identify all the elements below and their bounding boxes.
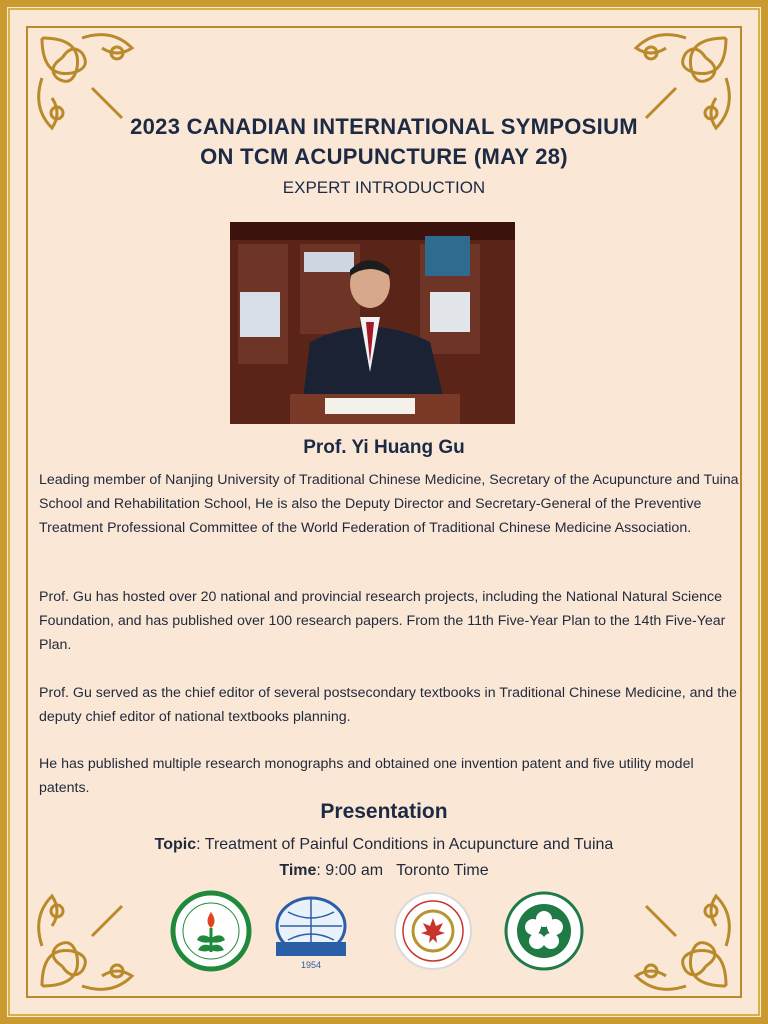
event-title-line2: ON TCM ACUPUNCTURE (MAY 28) [200,144,568,169]
speaker-name: Prof. Yi Huang Gu [303,437,465,458]
topic-label: Topic [154,836,197,853]
speaker-photo [230,222,515,424]
organization-logo-4 [503,890,585,972]
section-subtitle: EXPERT INTRODUCTION [282,178,486,197]
topic-value: : Treatment of Painful Conditions in Acupuncture and Tuina [196,836,614,853]
organization-logo-3 [392,890,474,972]
organization-logo-1 [170,890,252,972]
event-title-line1: 2023 CANADIAN INTERNATIONAL SYMPOSIUM [130,114,638,139]
presentation-heading: Presentation [320,800,448,823]
time-value: : 9:00 am Toronto Time [316,862,489,879]
presentation-topic [0,836,768,854]
time-label: Time [279,862,317,879]
logo-year: 1954 [300,960,322,970]
ornament-bottom-right-icon [606,866,746,1006]
bio-paragraph-3: Prof. Gu served as the chief editor of several postsecondary textbooks in Traditional Chinese Medicine, and the deputy chief editor of national textbooks planning. [39,685,737,725]
ornament-bottom-left-icon [22,866,162,1006]
organization-logo-2 [270,890,352,972]
bio-paragraph-2: Prof. Gu has hosted over 20 national and provincial research projects, including the National Natural Science Foundation, and has published over 100 research papers. From the 11th Five-Year Plan to the 14th Five-Year Plan. [39,589,726,653]
presentation-time [0,862,768,880]
bio-paragraph-1: Leading member of Nanjing University of Traditional Chinese Medicine, Secretary of the Acupuncture and Tuina School and Rehabilitation School, He is also the Deputy Director and Secretary-General of the Preventive Treatment Professional Committee of the World Federation of Traditional Chinese Medicine Association. [39,472,739,536]
bio-paragraph-4: He has published multiple research monographs and obtained one invention patent and five utility model patents. [39,756,694,796]
